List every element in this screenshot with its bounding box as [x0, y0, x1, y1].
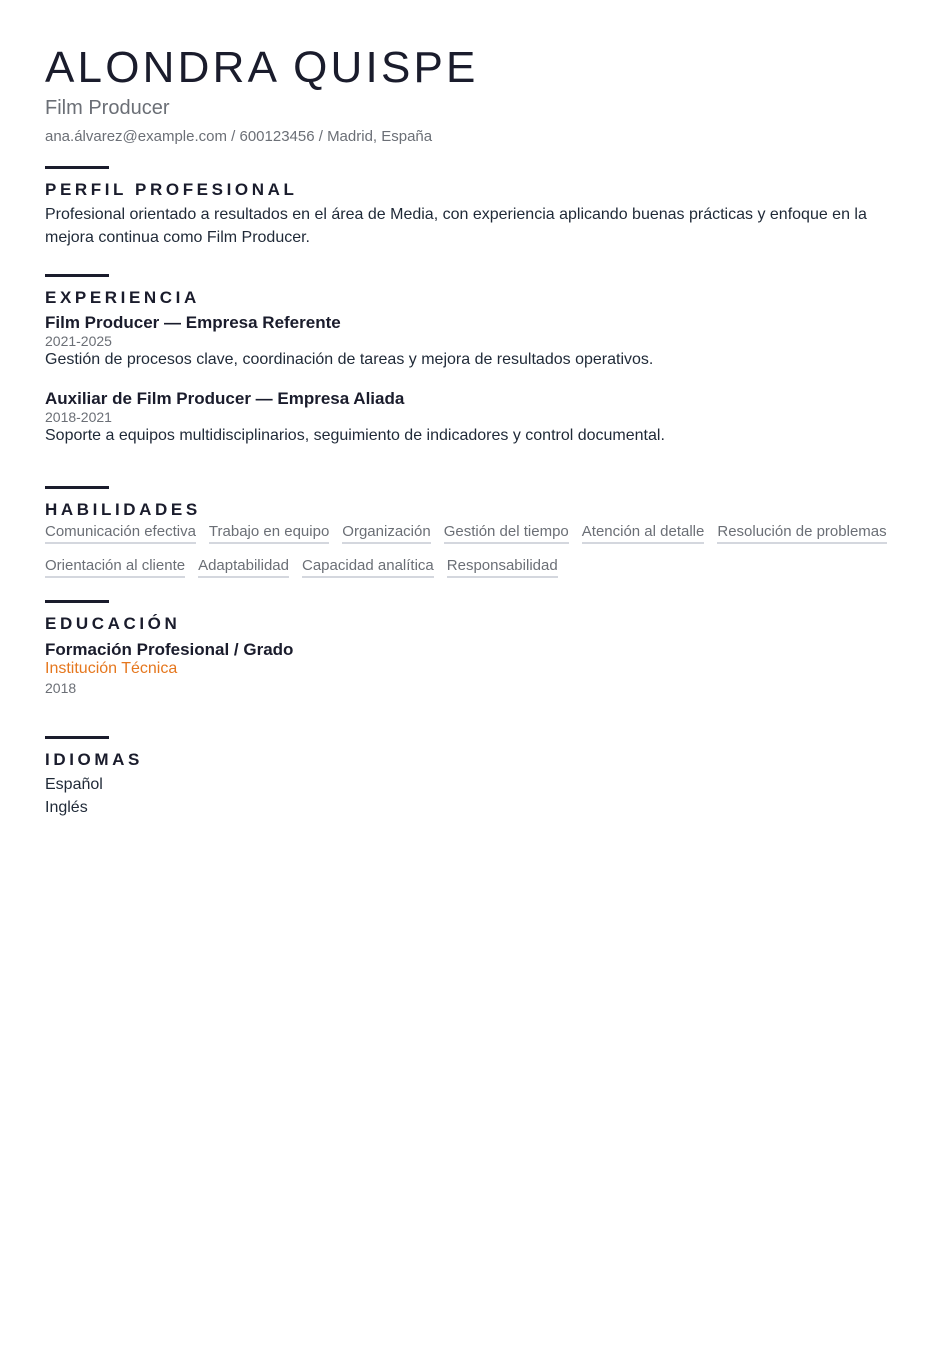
- section-rule: [45, 600, 109, 603]
- section-rule: [45, 274, 109, 277]
- candidate-role: Film Producer: [45, 97, 170, 119]
- job-description: Soporte a equipos multidisciplinarios, seguimiento de indicadores y control documental.: [45, 427, 665, 444]
- job-title: Auxiliar de Film Producer — Empresa Aliada: [45, 389, 405, 408]
- skill-tag: Gestión del tiempo: [444, 523, 569, 544]
- skill-tag: Trabajo en equipo: [209, 523, 329, 544]
- education-institution: Institución Técnica: [45, 660, 178, 677]
- skill-tag: Responsabilidad: [447, 557, 558, 578]
- profile-section: [45, 166, 908, 249]
- section-rule: [45, 166, 109, 169]
- skills-title: HABILIDADES: [45, 500, 201, 519]
- education-title: EDUCACIÓN: [45, 614, 181, 633]
- language-item: Inglés: [45, 799, 88, 816]
- resume-header: [45, 0, 908, 146]
- profile-title: PERFIL PROFESIONAL: [45, 180, 298, 199]
- skill-tag: Atención al detalle: [582, 523, 705, 544]
- language-item: Español: [45, 776, 103, 793]
- skill-tag: Adaptabilidad: [198, 557, 289, 578]
- languages-section: [45, 736, 908, 819]
- education-degree: Formación Profesional / Grado: [45, 640, 294, 659]
- languages-title: IDIOMAS: [45, 750, 143, 769]
- skill-tag: Capacidad analítica: [302, 557, 434, 578]
- job-dates: 2018-2021: [45, 409, 112, 425]
- job-title: Film Producer — Empresa Referente: [45, 313, 341, 332]
- skills-list: [45, 523, 908, 578]
- section-rule: [45, 486, 109, 489]
- skills-section: [45, 486, 908, 578]
- education-year: 2018: [45, 680, 77, 696]
- education-section: [45, 600, 908, 697]
- contact-line: ana.álvarez@example.com / 600123456 / Madrid, España: [45, 128, 433, 145]
- job-description: Gestión de procesos clave, coordinación de tareas y mejora de resultados operativos.: [45, 351, 654, 368]
- experience-item: [45, 389, 908, 446]
- skill-tag: Organización: [342, 523, 430, 544]
- skill-tag: Orientación al cliente: [45, 557, 185, 578]
- skill-tag: Comunicación efectiva: [45, 523, 196, 544]
- experience-title: EXPERIENCIA: [45, 288, 200, 307]
- section-rule: [45, 736, 109, 739]
- job-dates: 2021-2025: [45, 333, 112, 349]
- profile-text: Profesional orientado a resultados en el área de Media, con experiencia aplicando buenas prácticas y enfoque en la mejora continua como Film Producer.: [45, 206, 867, 246]
- skill-tag: Resolución de problemas: [717, 523, 886, 544]
- experience-item: [45, 313, 908, 370]
- experience-section: [45, 274, 908, 446]
- candidate-name: ALONDRA QUISPE: [45, 43, 479, 92]
